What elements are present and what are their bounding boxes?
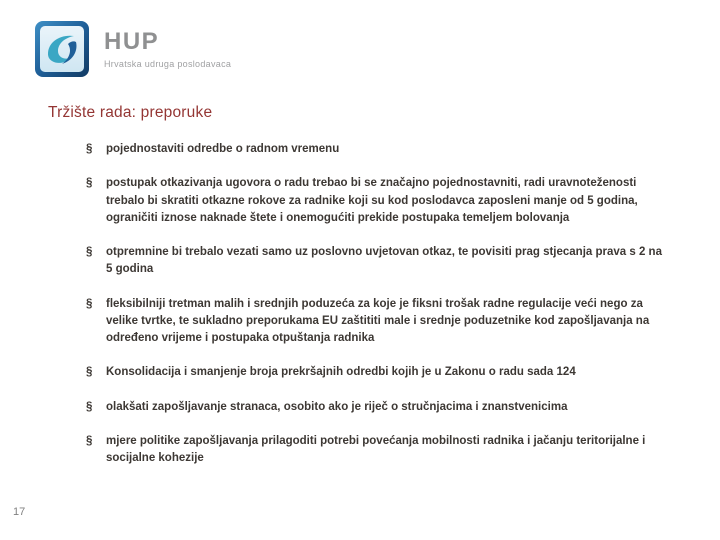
bullet-marker-icon: § bbox=[86, 434, 93, 447]
bullet-item bbox=[86, 399, 668, 416]
bullet-text: olakšati zapošljavanje stranaca, osobito ako je riječ o stručnjacima i znanstvenicima bbox=[106, 400, 568, 413]
page-number: 17 bbox=[13, 506, 26, 518]
logo-block bbox=[34, 20, 231, 78]
bullet-item bbox=[86, 244, 668, 279]
slide-title: Tržište rada: preporuke bbox=[48, 104, 213, 121]
bullet-list bbox=[86, 141, 668, 484]
bullet-item bbox=[86, 296, 668, 348]
bullet-item bbox=[86, 175, 668, 227]
bullet-text: fleksibilniji tretman malih i srednjih poduzeća za koje je fiksni trošak radne regulacije veći nego za velike tvrtke, te sukladno preporukama EU zaštititi male i srednje poduzetnike kod zapošljavanja na određeno vrijeme i postupaka otpuštanja radnika bbox=[106, 297, 650, 344]
bullet-text: postupak otkazivanja ugovora o radu trebao bi se značajno pojednostavniti, radi uravnoteženosti trebalo bi skratiti otkazne rokove za radnike koji su kod poslodavca zaposleni manje od 5 godina, ograničiti iznose naknade štete i onemogućiti prekide postupaka temeljem bolovanja bbox=[106, 177, 638, 224]
bullet-text: otpremnine bi trebalo vezati samo uz poslovno uvjetovan otkaz, te povisiti prag stjecanja prava s 2 na 5 godina bbox=[106, 246, 662, 276]
bullet-text: mjere politike zapošljavanja prilagoditi potrebi povećanja mobilnosti radnika i jačanju teritorijalne i socijalne kohezije bbox=[106, 434, 646, 464]
bullet-marker-icon: § bbox=[86, 177, 93, 190]
bullet-marker-icon: § bbox=[86, 246, 93, 258]
bullet-item bbox=[86, 364, 668, 381]
hup-logo-icon bbox=[34, 20, 90, 78]
bullet-item bbox=[86, 433, 668, 468]
bullet-marker-icon: § bbox=[86, 143, 93, 155]
logo-title: HUP bbox=[104, 28, 160, 55]
bullet-text: Konsolidacija i smanjenje broja prekršajnih odredbi kojih je u Zakonu o radu sada 124 bbox=[106, 366, 576, 379]
bullet-marker-icon: § bbox=[86, 366, 93, 379]
bullet-text: pojednostaviti odredbe o radnom vremenu bbox=[106, 143, 340, 155]
bullet-marker-icon: § bbox=[86, 400, 93, 413]
logo-subtitle: Hrvatska udruga poslodavaca bbox=[104, 59, 232, 69]
bullet-marker-icon: § bbox=[86, 297, 93, 310]
logo-text bbox=[104, 20, 231, 69]
bullet-item bbox=[86, 141, 668, 158]
